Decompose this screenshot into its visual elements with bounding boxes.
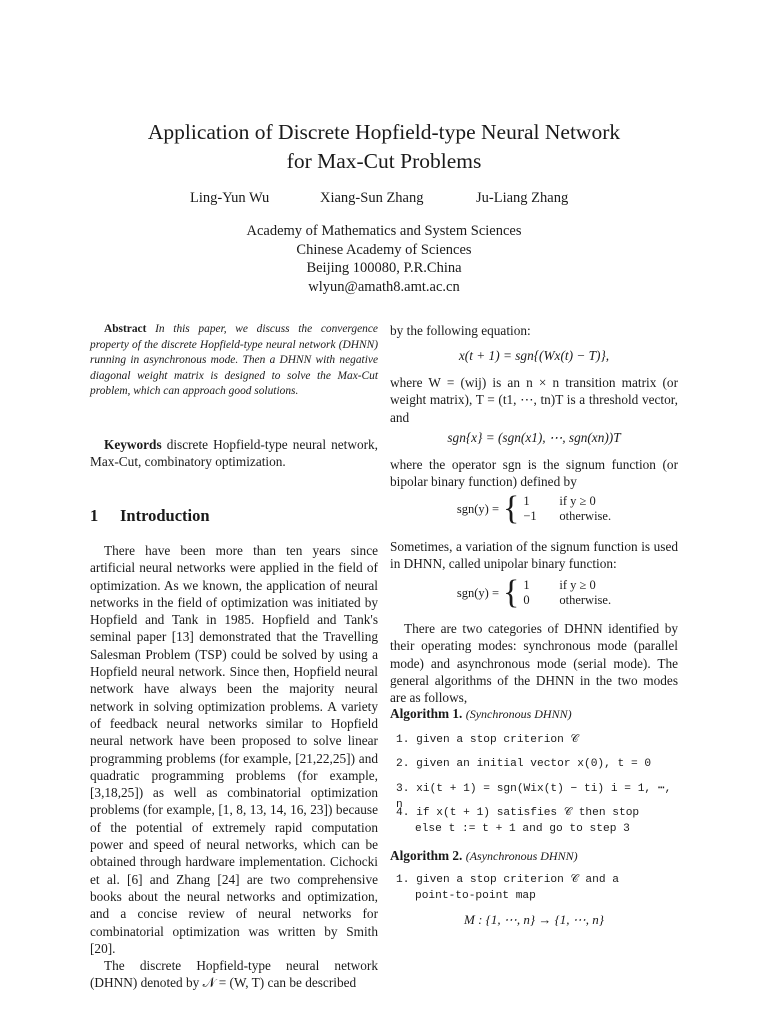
keywords-text: discrete Hopfield-type neural network, Max-Cut, combinatory optimization. (90, 437, 378, 470)
keywords-label: Keywords (104, 437, 162, 452)
alg1-step-1: 1. given a stop criterion 𝒞 (396, 734, 579, 746)
author-email: wlyun@amath8.amt.ac.cn (308, 278, 460, 295)
case-condition: if y ≥ 0 (559, 494, 596, 508)
section-number: 1 (90, 506, 99, 525)
signum-cases (523, 494, 611, 524)
keywords (90, 436, 378, 471)
intro-body (90, 542, 378, 992)
case-value: 1 (523, 578, 530, 592)
author-2: Xiang-Sun Zhang (320, 190, 424, 206)
paper-title (60, 118, 708, 176)
equation-sgn-vector: sgn{x} = (sgn(x1), ⋯, sgn(xn))T (447, 430, 621, 445)
algorithm-1-header (390, 706, 678, 722)
title-line-1: Application of Discrete Hopfield-type Neural Network (147, 120, 621, 144)
case-condition: otherwise. (559, 509, 612, 523)
case-condition: otherwise. (559, 593, 612, 607)
abstract-label: Abstract (104, 323, 147, 335)
section-heading (90, 506, 378, 526)
abstract (90, 322, 378, 400)
brace-symbol: { (503, 490, 520, 527)
section-title: Introduction (120, 506, 210, 525)
brace-symbol: { (503, 574, 520, 611)
affiliation-line-2: Chinese Academy of Sciences (296, 241, 472, 258)
alg1-step-4-else: else t := t + 1 and go to step 3 (415, 823, 630, 835)
right-paragraph-5: There are two categories of DHNN identified by their operating modes: synchronous mode (parallel mode) and asynchronous mode (serial mode). The general algorithms of the DHNN in the two modes are as follows, (390, 621, 678, 706)
case-condition: if y ≥ 0 (559, 578, 596, 592)
equation-signum (390, 490, 678, 527)
alg1-step-4: 4. if x(t + 1) satisfies 𝒞 then stop (396, 807, 640, 819)
affiliation-line-3: Beijing 100080, P.R.China (306, 260, 462, 276)
affiliation (0, 222, 768, 296)
alg1-step-3: 3. xi(t + 1) = sgn(Wix(t) − ti) i = 1, ⋯, n (396, 783, 672, 811)
right-text-2: where W = (wij) is an n × n transition matrix (or weight matrix), T = (t1, ⋯, tn)T is a threshold vector, and (390, 375, 678, 425)
abstract-text: In this paper, we discuss the convergence property of the discrete Hopfield-type neural network (DHNN) running in asynchronous mode. Then a DHNN with negative diagonal weight matrix is designed to solve the Max-Cut problem, which can approach good solutions. (90, 323, 378, 398)
author-1: Ling-Yun Wu (190, 190, 270, 206)
equation-map: M : {1, ⋯, n} → {1, ⋯, n} (464, 912, 604, 927)
alg1-step-2: 2. given an initial vector x(0), t = 0 (396, 758, 652, 770)
intro-paragraph-2: The discrete Hopfield-type neural network (DHNN) denoted by 𝒩 = (W, T) can be described (90, 958, 378, 991)
case-value: −1 (523, 509, 537, 523)
algorithm-2-header (390, 848, 678, 864)
algorithm-2-subtitle: (Asynchronous DHNN) (465, 849, 578, 863)
unipolar-cases (523, 578, 611, 608)
equation-unipolar (390, 574, 678, 611)
right-text-3: where the operator sgn is the signum function (or bipolar binary function) defined by (390, 457, 678, 490)
algorithm-1-title: Algorithm 1. (390, 706, 463, 721)
unipolar-lhs: sgn(y) = (456, 585, 500, 600)
algorithm-1-subtitle: (Synchronous DHNN) (465, 707, 572, 721)
alg2-step-1-cont: point-to-point map (415, 890, 536, 902)
signum-lhs: sgn(y) = (456, 501, 500, 516)
equation-dynamics: x(t + 1) = sgn{(Wx(t) − T)}, (458, 348, 610, 363)
right-text-5 (390, 620, 678, 706)
right-text-1: by the following equation: (390, 323, 531, 338)
intro-paragraph-1: There have been more than ten years since artificial neural networks were applied in the field of optimization. As we known, the application of neural networks in the field of optimization was initiated by Hopfield and Tank in 1985. Hopfield and Tank's seminal paper [13] demonstrated that the Travelling Salesman Problem (TSP) could be solved by using a Hopfield neural network. Since then, Hopfield neural network have always been the majority neural network in solving optimization problems. A variety of feedback neural networks similar to Hopfield neural network have been proposed to solve linear programming problems (for example, [21,22,25]) and quadratic programming problems (for example, [3,18,25]) as well as combinatorial optimization problems (for example, [1, 8, 13, 14, 16, 23]) because of the potential of extremely rapid computation power and speed of neural networks, which can be obtained through hardware implementation. Cichocki et al. [6] and Zhang [24] are two comprehensive books about the neural networks and optimization, and a concise review of neural networks for combinatorial optimization was written by Smith [20]. (90, 543, 378, 956)
algorithm-2-title: Algorithm 2. (390, 848, 463, 863)
case-value: 1 (523, 494, 530, 508)
title-line-2: for Max-Cut Problems (286, 149, 482, 173)
author-3: Ju-Liang Zhang (476, 190, 569, 206)
right-text-4: Sometimes, a variation of the signum function is used in DHNN, called unipolar binary function: (390, 539, 678, 572)
case-value: 0 (523, 593, 530, 607)
affiliation-line-1: Academy of Mathematics and System Sciences (246, 223, 522, 239)
alg2-step-1: 1. given a stop criterion 𝒞 and a (396, 874, 619, 886)
